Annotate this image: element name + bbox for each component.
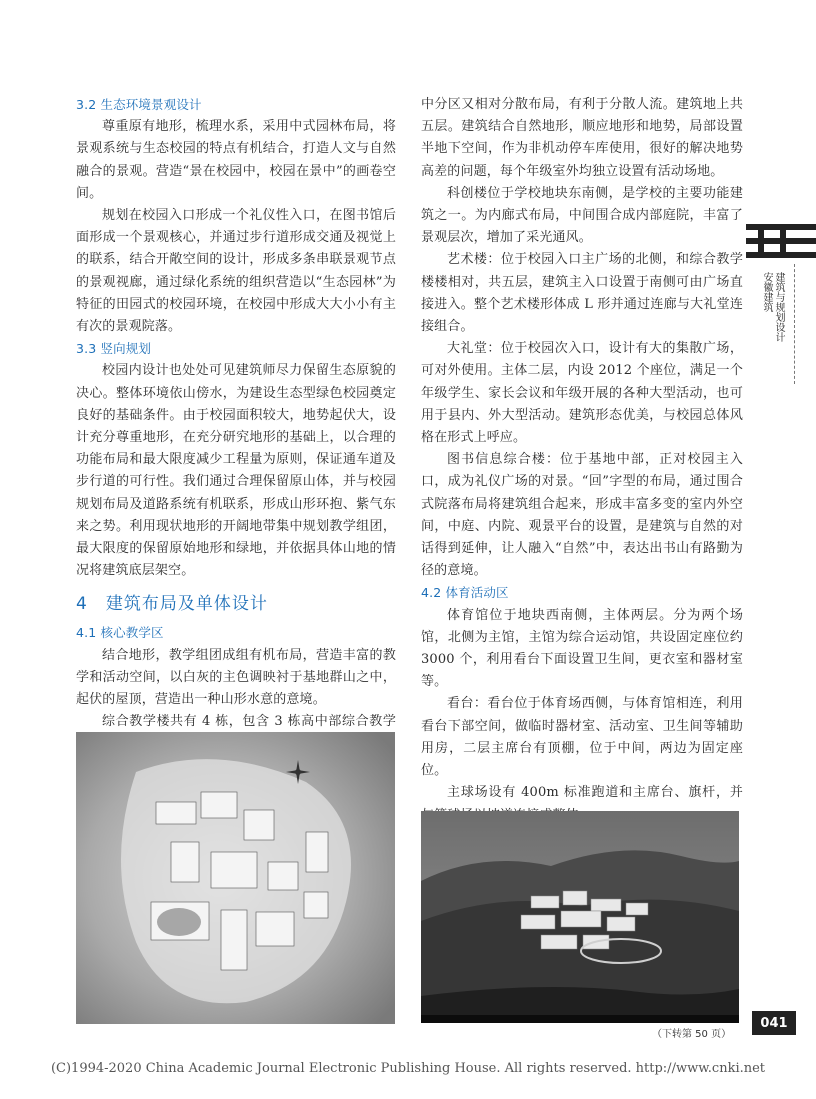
paragraph: 看台：看台位于体育场西侧，与体育馆相连，利用看台下部空间，做临时器材室、活动室、卫生间等辅助用房，二层主席台有顶棚，位于中间，两边为固定座位。: [421, 696, 743, 779]
paragraph: 科创楼位于学校地块东南侧，是学校的主要功能建筑之一。为内廊式布局，中间围合成内部庭院，丰富了景观层次，增加了采光通风。: [421, 185, 743, 246]
paragraph: 大礼堂：位于校园次入口，设计有大的集散广场，可对外使用。主体二层，内设 2012 个座位，满足一个年级学生、家长会议和年级开展的各种大型活动，也可用于县内、外大型活动。建筑形态优美，与校园总体风格在形式上呼应。: [421, 341, 743, 446]
side-dashed-line: [794, 264, 795, 384]
paragraph: 图书信息综合楼：位于基地中部，正对校园主入口，成为礼仪广场的对景。“回”字型的布局，通过围合式院落布局将建筑组合起来，形成丰富多变的室内外空间，中庭、内院、观景平台的设置，是建筑与自然的对话得到延伸，让人融入“自然”中，表达出书山有路勤为径的意境。: [421, 452, 743, 579]
side-journal-label: 建筑与规划设计 安徽建筑: [761, 272, 784, 342]
paragraph: 结合地形，教学组团成组有机布局，营造丰富的教学和活动空间，以白灰的主色调映衬于基地群山之中，起伏的屋顶，营造出一种山形水意的意境。: [76, 647, 396, 708]
section-4-1-heading: 4.1 核心教学区: [76, 625, 164, 641]
copyright-footer: (C)1994-2020 China Academic Journal Electronic Publishing House. All rights reserved. http://www.cnki.net: [50, 1061, 766, 1076]
paragraph: 尊重原有地形，梳理水系，采用中式园林布局，将景观系统与生态校园的特点有机结合，打造人文与自然融合的景观。营造“景在校园中，校园在景中”的画卷空间。: [76, 119, 396, 201]
journal-section-bars-icon: [746, 222, 816, 262]
paragraph: 中分区又相对分散布局，有利于分散人流。建筑地上共五层。建筑结合自然地形，顺应地形和地势，局部设置半地下空间，作为非机动停车库使用，很好的解决地势高差的问题，每个年级室外均独立设置有活动场地。: [421, 97, 743, 179]
paragraph: 主球场设有 400m 标准跑道和主席台、旗杆，并: [447, 785, 743, 801]
paragraph: 体育馆位于地块西南侧，主体两层。分为两个场馆，北侧为主馆，主馆为综合运动馆，共设固定座位约 3000 个，利用看台下面设置卫生间，更衣室和器材室等。: [421, 607, 743, 690]
paragraph: 校园内设计也处处可见建筑师尽力保留生态原貌的决心。整体环境依山傍水，为建设生态型绿色校园奠定良好的基础条件。由于校园面积较大，地势起伏大，设计充分尊重地形，在充分研究地形的基础上，以合理的功能布局和最大限度减少工程量为原则，保证通车道及步行道的可行性。我们通过合理保留原山体，并与校园规划布局及道路系统有机联系，形成山形环抱、紫气东来之势。利用现状地形的开阔地带集中规划教学组团，最大限度的保留原始地形和绿地，并依据具体山地的情况将建筑底层架空。: [76, 363, 396, 579]
paragraph: 综合教学楼共有 4 栋，包含 3 栋高中部综合教学: [102, 714, 396, 730]
section-4-heading: 4 建筑布局及单体设计: [76, 594, 268, 615]
continued-note: （下转第 50 页）: [652, 1029, 732, 1040]
paragraph: 艺术楼：位于校园入口主广场的北侧，和综合教学楼楼相对，共五层，建筑主入口设置于南侧可由广场直接进入。整个艺术楼形体成 L 形并通过连廊与大礼堂连接组合。: [421, 252, 743, 335]
right-column: [421, 94, 741, 827]
site-plan-drawing: [76, 732, 395, 1024]
section-4-2-heading: 4.2 体育活动区: [421, 585, 509, 601]
section-3-3-heading: 3.3 竖向规划: [76, 341, 152, 357]
page-number: 041: [752, 1011, 796, 1035]
aerial-view-drawing: [421, 811, 739, 1023]
campus-site-plan-image: [76, 732, 395, 1024]
left-column: [76, 94, 396, 756]
section-3-2-heading: 3.2 生态环境景观设计: [76, 97, 202, 112]
paragraph: 规划在校园入口形成一个礼仪性入口，在图书馆后面形成一个景观核心，并通过步行道形成交通及视觉上的联系，结合开敞空间的设计，形成多条串联景观节点的景观视廊，通过绿化系统的组织营造以“生态园林”为特征的田园式的校园环境，在校园中形成大大小小有主有次的景观院落。: [76, 208, 396, 335]
aerial-rendering-image: [421, 811, 739, 1023]
